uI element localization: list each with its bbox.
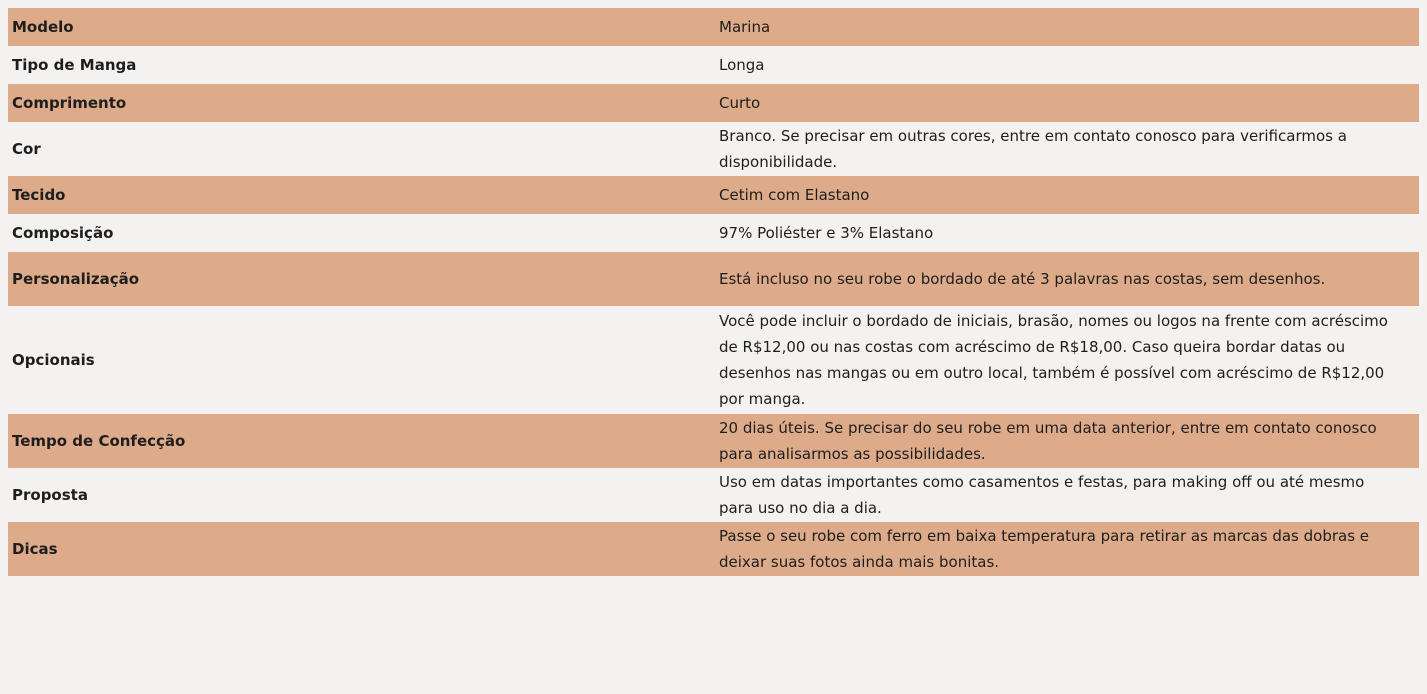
spec-label: Cor <box>8 122 714 176</box>
spec-label: Dicas <box>8 522 714 576</box>
spec-value: Está incluso no seu robe o bordado de até 3 palavras nas costas, sem desenhos. <box>714 252 1419 306</box>
spec-row-composicao <box>8 214 1419 252</box>
spec-label: Tecido <box>8 176 714 214</box>
spec-label: Composição <box>8 214 714 252</box>
spec-row-tempo-de-confeccao <box>8 414 1419 468</box>
spec-value: Branco. Se precisar em outras cores, entre em contato conosco para verificarmos a disponibilidade. <box>714 122 1419 176</box>
spec-row-personalizacao <box>8 252 1419 306</box>
spec-label: Opcionais <box>8 306 714 414</box>
spec-value: Você pode incluir o bordado de iniciais, brasão, nomes ou logos na frente com acréscimo de R$12,00 ou nas costas com acréscimo de R$18,00. Caso queira bordar datas ou desenhos nas mangas ou em outro local, também é possível com acréscimo de R$12,00 por manga. <box>714 306 1419 414</box>
spec-row-cor <box>8 122 1419 176</box>
spec-value: 20 dias úteis. Se precisar do seu robe em uma data anterior, entre em contato conosco para analisarmos as possibilidades. <box>714 414 1419 468</box>
spec-value: Curto <box>714 84 1419 122</box>
spec-label: Comprimento <box>8 84 714 122</box>
spec-row-dicas <box>8 522 1419 576</box>
product-spec-table <box>8 8 1419 576</box>
spec-row-opcionais <box>8 306 1419 414</box>
spec-row-tipo-de-manga <box>8 46 1419 84</box>
spec-value: Cetim com Elastano <box>714 176 1419 214</box>
spec-label: Proposta <box>8 468 714 522</box>
spec-value: 97% Poliéster e 3% Elastano <box>714 214 1419 252</box>
spec-value: Passe o seu robe com ferro em baixa temperatura para retirar as marcas das dobras e deixar suas fotos ainda mais bonitas. <box>714 522 1419 576</box>
spec-label: Modelo <box>8 8 714 46</box>
spec-label: Tipo de Manga <box>8 46 714 84</box>
spec-label: Tempo de Confecção <box>8 414 714 468</box>
spec-label: Personalização <box>8 252 714 306</box>
spec-row-comprimento <box>8 84 1419 122</box>
spec-row-proposta <box>8 468 1419 522</box>
spec-value: Longa <box>714 46 1419 84</box>
spec-row-tecido <box>8 176 1419 214</box>
spec-value: Marina <box>714 8 1419 46</box>
spec-value: Uso em datas importantes como casamentos e festas, para making off ou até mesmo para uso no dia a dia. <box>714 468 1419 522</box>
spec-row-modelo <box>8 8 1419 46</box>
